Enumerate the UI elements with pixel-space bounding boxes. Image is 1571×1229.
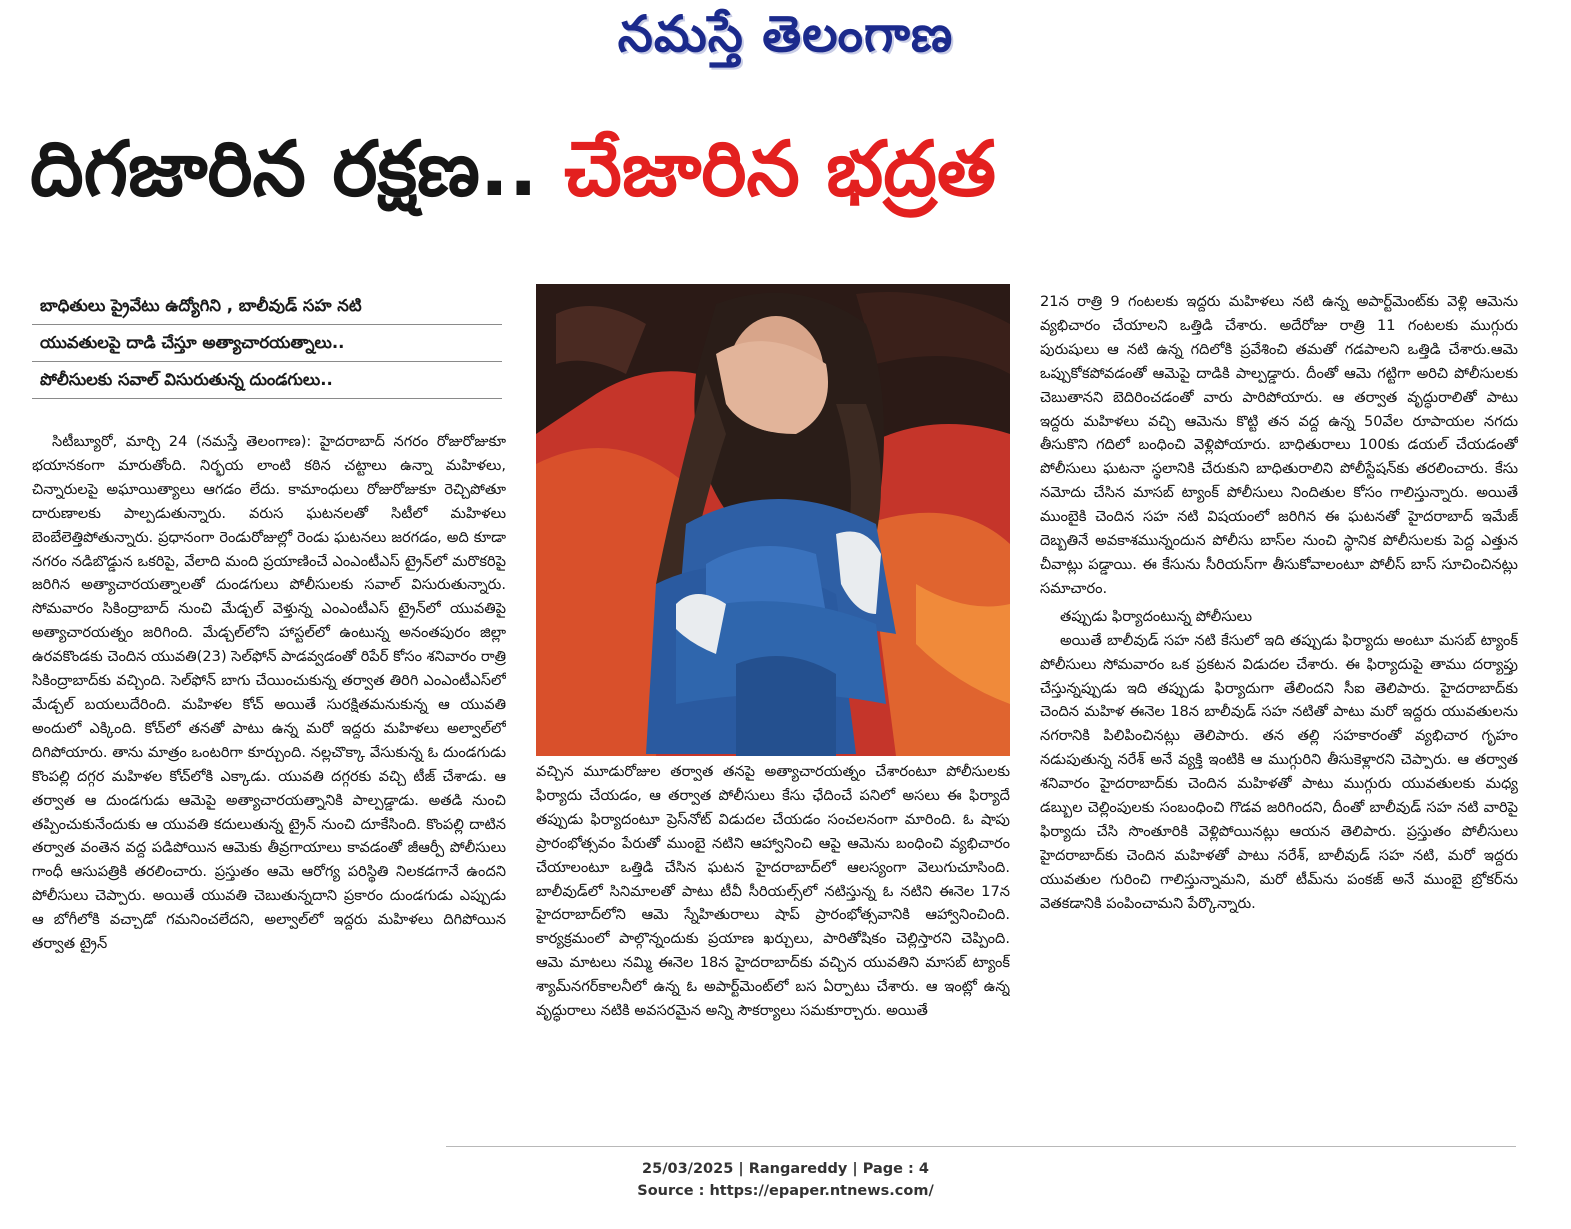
paragraph: అయితే బాలీవుడ్ సహ నటి కేసులో ఇది తప్పుడు ఫిర్యాదు అంటూ మసబ్ ట్యాంక్ పోలీసులు సోమవారం ఒక ప్రకటన విడుదల చేశారు. ఈ ఫిర్యాదుపై తాము దర్యాప్తు చేస్తున్నప్పుడు ఇది తప్పుడు ఫిర్యాదుగా తేలిందని సీఐ తెలిపారు. హైదరాబాద్‌కు చెందిన మహిళ ఈనెల 18న బాలీవుడ్ సహ నటితో పాటు మరో ఇద్దరు యువతులను నగరానికి పిలిపించినట్లు తెలిపారు. తన తల్లి సహకారంతో వ్యభిచార గృహం నడుపుతున్న నరేశ్ అనే వ్యక్తి ఇంటికి ఆ ముగ్గురిని తీసుకెళ్లారని చెప్పారు. ఆ తర్వాత శనివారం హైదరాబాద్‌కు చెందిన మహిళతో పాటు ముగ్గురు యువతులకు మధ్య డబ్బుల చెల్లింపులకు సంబంధించి గొడవ జరిగిందని, దీంతో బాలీవుడ్ సహ నటి వారిపై ఫిర్యాదు చేసి సొంతూరికి వెళ్లిపోయినట్లు ఆయన తెలిపారు. ప్రస్తుతం పోలీసులు హైదరాబాద్‌కు చెందిన మహిళతో పాటు నరేశ్, బాలీవుడ్ సహ నటి, మరో ఇద్దరు యువతుల గురించి గాలిస్తున్నామని, మరో టీమ్‌ను పంకజ్ అనే ముంబై బ్రోకర్‌ను వెతకడానికి పంపించామని పేర్కొన్నారు. — [1040, 631, 1518, 912]
article-photo — [536, 284, 1010, 756]
kicker-block — [32, 288, 502, 399]
article-column-1 — [32, 430, 506, 1148]
footer — [0, 1158, 1571, 1202]
paragraph: వచ్చిన మూడురోజుల తర్వాత తనపై అత్యాచారయత్నం చేశారంటూ పోలీసులకు ఫిర్యాదు చేయడం, ఆ తర్వాత పోలీసులు కేసు ఛేదించే పనిలో అసలు ఈ ఫిర్యాదే తప్పుడు ఫిర్యాదంటూ ప్రెస్‌నోట్ విడుదల చేయడం సంచలనంగా మారింది. ఓ షాపు ప్రారంభోత్సవం పేరుతో ముంబై నటిని ఆహ్వానించి ఆపై ఆమెను బంధించి వ్యభిచారం చేయాలంటూ ఒత్తిడి చేసిన ఘటన హైదరాబాద్‌లో ఆలస్యంగా వెలుగుచూసింది. బాలీవుడ్‌లో సినిమాలతో పాటు టీవీ సీరియల్స్‌లో నటిస్తున్న ఓ నటిని ఈనెల 17న హైదరాబాద్‌లోని ఆమె స్నేహితురాలు షాప్ ప్రారంభోత్సవానికి ఆహ్వానించింది. కార్యక్రమంలో పాల్గొన్నందుకు ప్రయాణ ఖర్చులు, పారితోషికం చెల్లిస్తారని చెప్పింది. ఆమె మాటలు నమ్మి ఈనెల 18న హైదరాబాద్‌కు వచ్చిన యువతిని మాసబ్ ట్యాంక్ శ్యామ్‌నగర్‌కాలనీలో ఉన్న ఓ అపార్ట్‌మెంట్‌లో బస ఏర్పాటు చేశారు. ఆ ఇంట్లో ఉన్న వృద్ధురాలు నటికి అవసరమైన అన్ని సౌకర్యాలు సమకూర్చారు. అయితే — [536, 763, 1010, 1020]
newspaper-logo: నమస్తే తెలంగాణ — [617, 4, 954, 63]
paragraph: సిటీబ్యూరో, మార్చి 24 (నమస్తే తెలంగాణ): హైదరాబాద్ నగరం రోజురోజుకూ భయానకంగా మారుతోంది. నిర్భయ లాంటి కఠిన చట్టాలు ఉన్నా మహిళలు, చిన్నారులపై అఘాయిత్యాలు ఆగడం లేదు. కామాంధులు రోజురోజుకూ రెచ్చిపోతూ దారుణాలకు పాల్పడుతున్నారు. వరుస ఘటనలతో సిటీలో మహిళలు బెంబేలెత్తిపోతున్నారు. ప్రధానంగా రెండురోజుల్లో రెండు ఘటనలు జరగడం, అది కూడా నగరం నడిబొడ్డున ఒకరిపై, వేలాది మంది ప్రయాణించే ఎంఎంటీఎస్ ట్రైన్‌లో మరొకరిపై జరిగిన అత్యాచారయత్నాలతో దుండగులు పోలీసులకు సవాల్ విసురుతున్నారు. సోమవారం సికింద్రాబాద్ నుంచి మేడ్చల్ వెళ్తున్న ఎంఎంటీఎస్ ట్రైన్‌లో యువతిపై అత్యాచారయత్నం జరిగింది. మేడ్చల్‌లోని హాస్టల్‌లో ఉంటున్న అనంతపురం జిల్లా ఉరవకొండకు చెందిన యువతి(23) సెల్‌ఫోన్ పాడవ్వడంతో రిపేర్ కోసం శనివారం రాత్రి సికింద్రాబాద్‌కు వచ్చింది. సెల్‌ఫోన్ బాగు చేయించుకున్న తర్వాత తిరిగి ఎంఎంటీఎస్‌లో మేడ్చల్ బయలుదేరింది. మహిళల కోచ్ అయితే సురక్షితమనుకున్న ఆ యువతి అందులో ఎక్కింది. కోచ్‌లో తనతో పాటు ఉన్న మరో ఇద్దరు మహిళలు అల్వాల్‌లో దిగిపోయారు. తాను మాత్రం ఒంటరిగా కూర్చుంది. నల్లచొక్కా వేసుకున్న ఓ దుండగుడు కొంపల్లి దగ్గర మహిళల కోచ్‌లోకి ఎక్కాడు. యువతి దగ్గరకు వచ్చి టీజ్ చేశాడు. ఆ తర్వాత ఆ దుండగుడు ఆమెపై అత్యాచారయత్నానికి పాల్పడ్డాడు. అతడి నుంచి తప్పించుకునేందుకు ఆ యువతి కదులుతున్న ట్రైన్ నుంచి దూకేసింది. కొంపల్లి దాటిన తర్వాత వంతెన వద్ద పడిపోయిన ఆమెకు తీవ్రగాయాలు కావడంతో జీఆర్పీ పోలీసులు గాంధీ ఆసుపత్రికి తరలించారు. ప్రస్తుతం ఆమె ఆరోగ్య పరిస్థితి నిలకడగానే ఉందని పోలీసులు చెప్పారు. అయితే యువతి చెబుతున్నదాని ప్రకారం దుండగుడు ఎప్పుడు ఆ బోగీలోకి వచ్చాడో గమనించలేదని, అల్వాల్‌లో ఇద్దరు మహిళలు దిగిపోయిన తర్వాత ట్రైన్ — [32, 433, 506, 953]
kicker-line: యువతులపై దాడి చేస్తూ అత్యాచారయత్నాలు.. — [32, 325, 502, 362]
kicker-line: పోలీసులకు సవాల్ విసురుతున్న దుండగులు.. — [32, 362, 502, 399]
footer-source: Source : https://epaper.ntnews.com/ — [637, 1183, 934, 1199]
kicker-line: బాధితులు ప్రైవేటు ఉద్యోగిని , బాలీవుడ్ సహ నటి — [32, 288, 502, 325]
article-column-2 — [536, 760, 1010, 1120]
footer-date-edition: 25/03/2025 | Rangareddy | Page : 4 — [642, 1161, 929, 1177]
headline — [30, 104, 1540, 234]
bottom-rule — [446, 1146, 1516, 1147]
headline-part2: చేజారిన భద్రత — [564, 124, 996, 213]
masthead — [0, 0, 1571, 80]
headline-part1: దిగజారిన రక్షణ.. — [30, 124, 538, 213]
paragraph: 21న రాత్రి 9 గంటలకు ఇద్దరు మహిళలు నటి ఉన్న అపార్ట్‌మెంట్‌కు వెళ్లి ఆమెను వ్యభిచారం చేయాలని ఒత్తిడి చేశారు. అదేరోజు రాత్రి 11 గంటలకు ముగ్గురు పురుషులు ఆ నటి ఉన్న గదిలోకి ప్రవేశించి తమతో గడపాలని ఒత్తిడి చేశారు.ఆమె ఒప్పుకోకపోవడంతో ఆమెపై దాడికి పాల్పడ్డారు. దీంతో ఆమె గట్టిగా అరిచి పోలీసులకు చెబుతానని బెదిరించడంతో వారు పారిపోయారు. ఆ తర్వాత వృద్ధురాలితో పాటు ఇద్దరు మహిళలు వచ్చి ఆమెను కొట్టి తన వద్ద ఉన్న 50వేల రూపాయల నగదు తీసుకొని గదిలో బంధించి వెళ్లిపోయారు. బాధితురాలు 100కు డయల్ చేయడంతో పోలీసులు ఘటనా స్థలానికి చేరుకుని బాధితురాలిని పోలీస్టేషన్‌కు తరలించారు. కేసు నమోదు చేసిన మాసబ్ ట్యాంక్ పోలీసులు నిందితుల కోసం గాలిస్తున్నారు. అయితే ముంబైకి చెందిన సహ నటి విషయంలో జరిగిన ఈ ఘటనతో హైదరాబాద్ ఇమేజ్ దెబ్బతినే అవకాశమున్నందున పోలీసు బాస్‌ల నుంచి స్థానిక పోలీసులకు పెద్ద ఎత్తున చీవాట్లు పడ్డాయి. ఈ కేసును సీరియస్‌గా తీసుకోవాలంటూ పోలీస్ బాస్ సూచించినట్లు సమాచారం. — [1040, 293, 1518, 597]
woman-covering-face-illustration-icon — [536, 284, 1010, 756]
subheading: తప్పుడు ఫిర్యాదంటున్న పోలీసులు — [1060, 607, 1253, 625]
article-column-3 — [1040, 290, 1518, 1130]
